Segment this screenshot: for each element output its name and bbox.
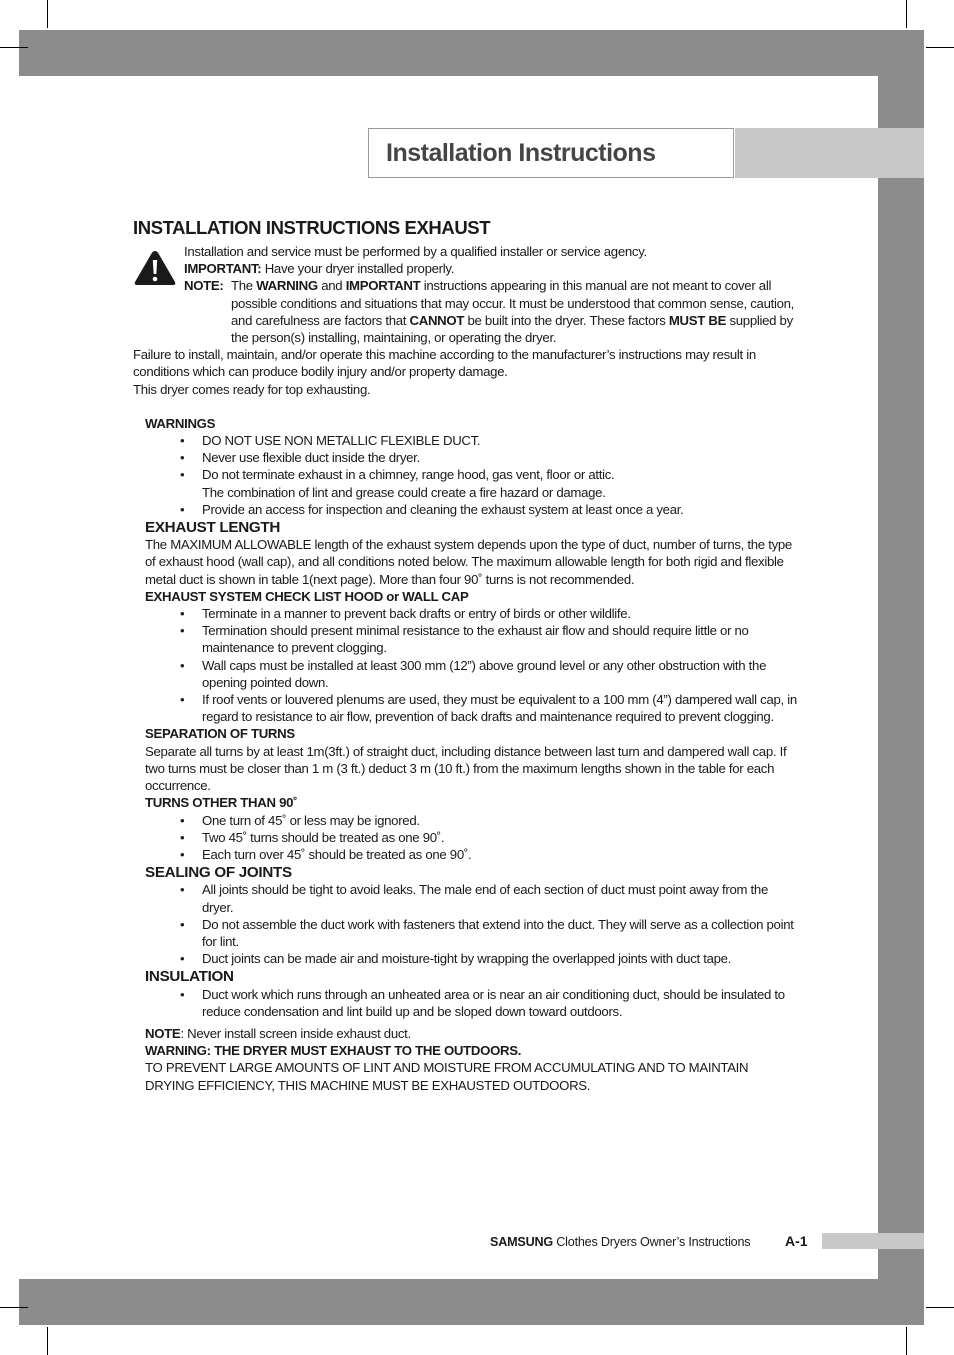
crop-mark [906,0,907,28]
crop-mark [47,1327,48,1355]
outdoor-caps-text: TO PREVENT LARGE AMOUNTS OF LINT AND MOISTURE FROM ACCUMULATING AND TO MAINTAIN DRYING EFFICIENCY, THIS MACHINE MUST BE EXHAUSTED OUTDOORS. [145,1060,749,1093]
checklist-heading: EXHAUST SYSTEM CHECK LIST HOOD or WALL CAP [145,588,469,604]
intro-block [133,243,798,346]
list-item: • Duct work which runs through an unheated area or is near an air conditioning duct, should be insulated to reduce condensation and lint build up and be sloped down toward outdoors. [145,986,798,1020]
list-item: • Termination should present minimal resistance to the exhaust air flow and should require little or no maintenance to prevent clogging. [145,622,798,656]
list-item: • Do not terminate exhaust in a chimney, range hood, gas vent, floor or attic. The combination of lint and grease could create a fire hazard or damage. [145,466,798,500]
crop-mark [47,0,48,28]
main-content [133,216,798,1094]
note-label: NOTE: [184,278,224,294]
footer-doc-title: Clothes Dryers Owner’s Instructions [552,1235,751,1249]
list-item: • Do not assemble the duct work with fasteners that extend into the duct. They will serve as a collection point for lint. [145,916,798,950]
list-item: • Two 45˚ turns should be treated as one 90˚. [145,829,798,846]
warnings-section [145,415,798,1094]
page-title: Installation Instructions [386,139,656,167]
important-label: IMPORTANT: [184,261,262,277]
list-item: • Wall caps must be installed at least 300 mm (12”) above ground level or any other obstruction with the opening pointed down. [145,657,798,691]
list-item: • Provide an access for inspection and cleaning the exhaust system at least once a year. [145,501,798,518]
crop-mark [0,47,28,48]
list-item: • All joints should be tight to avoid leaks. The male end of each section of duct must point away from the dryer. [145,881,798,915]
crop-mark [926,1307,954,1308]
important-line [184,260,798,277]
list-item: • Never use flexible duct inside the dryer. [145,449,798,466]
exhaust-length-text: The MAXIMUM ALLOWABLE length of the exhaust system depends upon the type of duct, number of turns, the type of exhaust hood (wall cap), and all conditions noted below. The maximum allowable length for both rigid and flexible metal duct is shown in table 1(next page). More than four 90˚ turns is not recommended. [145,537,792,587]
exhaust-length-heading: EXHAUST LENGTH [145,519,281,537]
list-item: • If roof vents or louvered plenums are used, they must be equivalent to a 100 mm (4”) dampered wall cap, in regard to resistance to air flow, prevention of back drafts and maintenance required to prevent clogging. [145,691,798,725]
bottom-band [19,1279,924,1325]
right-band [878,30,924,1325]
insulation-heading: INSULATION [145,968,234,986]
ready-text: This dryer comes ready for top exhausting. [133,381,371,397]
section-title: INSTALLATION INSTRUCTIONS EXHAUST [133,217,491,238]
list-item: • One turn of 45˚ or less may be ignored. [145,812,798,829]
footer-brand: SAMSUNG [490,1235,553,1249]
page-number: A-1 [785,1233,808,1249]
insulation-note: NOTE: Never install screen inside exhaust duct. [145,1025,411,1041]
warning-triangle-icon [133,249,177,287]
failure-text: Failure to install, maintain, and/or operate this machine according to the manufacturer’s instructions may result in conditions which can produce bodily injury and/or property damage. [133,347,756,380]
important-text: Have your dryer installed properly. [261,261,455,277]
crop-mark [906,1327,907,1355]
top-band [19,30,924,76]
sealing-heading: SEALING OF JOINTS [145,864,292,882]
header-accent [735,128,924,178]
separation-text: Separate all turns by at least 1m(3ft.) of straight duct, including distance between last turn and dampered wall cap. If two turns must be closer than 1 m (3 ft.) deduct 3 m (10 ft.) from the maximum lengths shown in the table for each occurrence. [145,743,787,794]
note-row [184,277,798,346]
outdoor-warning: WARNING: THE DRYER MUST EXHAUST TO THE OUTDOORS. [145,1043,522,1059]
crop-mark [0,1307,28,1308]
turns-heading: TURNS OTHER THAN 90˚ [145,795,298,811]
footer-text [490,1233,750,1251]
crop-mark [926,47,954,48]
list-item: • DO NOT USE NON METALLIC FLEXIBLE DUCT. [145,432,798,449]
list-item: • Each turn over 45˚ should be treated as one 90˚. [145,846,798,863]
warnings-heading: WARNINGS [145,415,216,431]
list-item: • Duct joints can be made air and moisture-tight by wrapping the overlapped joints with duct tape. [145,950,798,967]
separation-heading: SEPARATION OF TURNS [145,726,295,742]
list-item: • Terminate in a manner to prevent back drafts or entry of birds or other wildlife. [145,605,798,622]
footer-accent [822,1233,924,1249]
note-text: The WARNING and IMPORTANT instructions appearing in this manual are not meant to cover all possible conditions and situations that may occur. It must be understood that common sense, caution, and carefulness are factors that CANNOT be built into the dryer. These factors MUST BE supplied by the person(s) installing, maintaining, or operating the dryer. [231,278,795,346]
intro-line: Installation and service must be performed by a qualified installer or service agency. [184,244,647,259]
